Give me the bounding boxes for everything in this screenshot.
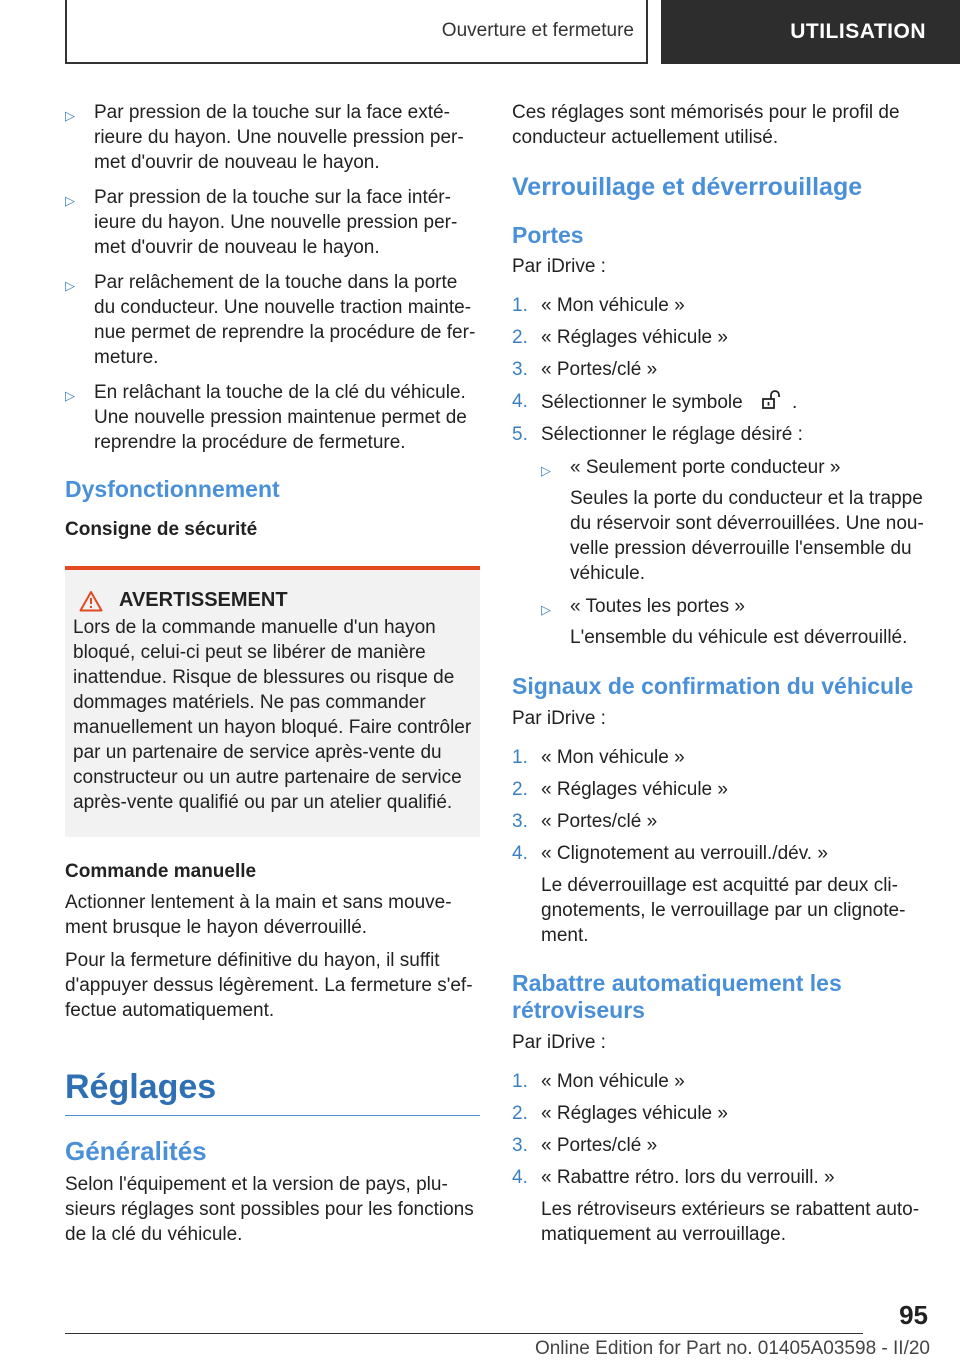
left-column bbox=[65, 100, 480, 1255]
footer-edition: Online Edition for Part no. 01405A03598 - II/20 bbox=[534, 1338, 930, 1359]
heading-portes: Portes bbox=[512, 222, 584, 248]
list-item: 2. « Réglages véhicule » bbox=[512, 779, 728, 800]
list-item: ▷ « Seulement porte conducteur » bbox=[541, 455, 930, 480]
list-item: 1. « Mon véhicule » bbox=[512, 295, 685, 316]
heading-dysfonctionnement: Dysfonctionnement bbox=[65, 476, 280, 502]
paragraph: L'ensemble du véhicule est déverrouillé. bbox=[570, 627, 908, 648]
warning-title: AVERTISSEMENT bbox=[73, 588, 472, 613]
footer-divider bbox=[65, 1333, 863, 1334]
list-item: ▷ Par pression de la touche sur la face intérieure du hayon. Une nouvelle pression permet d'ouvrir de nouveau le hayon. bbox=[65, 187, 458, 258]
heading-verrouillage: Verrouillage et déverrouillage bbox=[512, 173, 863, 201]
list-item: 5. Sélectionner le réglage désiré : bbox=[512, 424, 803, 445]
list-item: 2. « Réglages véhicule » bbox=[512, 327, 728, 348]
triangle-bullet-icon: ▷ bbox=[65, 388, 75, 403]
heading-reglages: Réglages bbox=[65, 1067, 480, 1116]
list-item: 1. « Mon véhicule » bbox=[512, 1071, 685, 1092]
list-item: 3. « Portes/clé » bbox=[512, 811, 658, 832]
triangle-bullet-icon: ▷ bbox=[65, 278, 75, 293]
list-item: ▷ Par relâchement de la touche dans la porte du conducteur. Une nouvelle traction maintenue permet de reprendre la procédure de fermeture. bbox=[65, 272, 476, 368]
triangle-bullet-icon: ▷ bbox=[65, 108, 75, 123]
header-section bbox=[65, 0, 648, 64]
heading-consigne: Consigne de sécurité bbox=[65, 519, 258, 540]
paragraph: Par iDrive : bbox=[512, 256, 606, 277]
heading-rabattre: Rabattre automatiquement les rétroviseurs bbox=[512, 970, 842, 1023]
paragraph: Par iDrive : bbox=[512, 1032, 606, 1053]
paragraph: Les rétroviseurs extérieurs se rabattent automatiquement au verrouillage. bbox=[541, 1199, 920, 1245]
paragraph: Selon l'équipement et la version de pays, plusieurs réglages sont possibles pour les fonctions de la clé du véhicule. bbox=[65, 1174, 474, 1245]
paragraph: Le déverrouillage est acquitté par deux clignotements, le verrouillage par un clignotement. bbox=[541, 875, 906, 946]
list-item: 2. « Réglages véhicule » bbox=[512, 1103, 728, 1124]
unlock-icon bbox=[758, 389, 784, 411]
triangle-bullet-icon: ▷ bbox=[541, 602, 551, 617]
page-number: 95 bbox=[899, 1300, 928, 1330]
list-item: 4. « Rabattre rétro. lors du verrouill. » bbox=[512, 1167, 835, 1188]
list-item: 3. « Portes/clé » bbox=[512, 1135, 658, 1156]
paragraph: Actionner lentement à la main et sans mouvement brusque le hayon déverrouillé. bbox=[65, 892, 452, 938]
heading-signaux: Signaux de confirmation du véhicule bbox=[512, 673, 914, 699]
triangle-bullet-icon: ▷ bbox=[541, 463, 551, 478]
list-item: ▷ « Toutes les portes » bbox=[541, 594, 930, 619]
paragraph: Pour la fermeture définitive du hayon, il suffit d'appuyer dessus légèrement. La fermeture s'effectue automatiquement. bbox=[65, 950, 473, 1021]
warning-text: Lors de la commande manuelle d'un hayon bloqué, celui-ci peut se libérer de manière inattendue. Risque de blessures ou risque de dommages matériels. Ne pas commander manuellement un hayon bloqué. Faire contrôler par un partenaire de service après-vente du constructeur ou un autre partenaire de service après-vente qualifié ou par un atelier qualifié. bbox=[73, 617, 472, 813]
list-item: 3. « Portes/clé » bbox=[512, 359, 658, 380]
paragraph: Par iDrive : bbox=[512, 708, 606, 729]
list-item: 4. Sélectionner le symbole . bbox=[512, 391, 798, 413]
list-item: 4. « Clignotement au verrouill./dév. » bbox=[512, 843, 828, 864]
header-chapter bbox=[661, 0, 960, 64]
triangle-bullet-icon: ▷ bbox=[65, 193, 75, 208]
list-item: 1. « Mon véhicule » bbox=[512, 747, 685, 768]
heading-commande-manuelle: Commande manuelle bbox=[65, 861, 257, 882]
list-item: ▷ En relâchant la touche de la clé du véhicule. Une nouvelle pression maintenue permet de reprendre la procédure de fermeture. bbox=[65, 382, 467, 453]
paragraph: Seules la porte du conducteur et la trappe du réservoir sont déverrouillées. Une nouvelle pression déverrouille l'ensemble du véhicule. bbox=[570, 488, 924, 584]
warning-triangle-icon bbox=[79, 590, 103, 612]
right-column bbox=[512, 100, 930, 1255]
warning-box bbox=[65, 566, 480, 837]
header-chapter-title: UTILISATION bbox=[790, 20, 926, 43]
paragraph: Ces réglages sont mémorisés pour le profil de conducteur actuellement utilisé. bbox=[512, 102, 900, 148]
list-item: ▷ Par pression de la touche sur la face extérieure du hayon. Une nouvelle pression permet d'ouvrir de nouveau le hayon. bbox=[65, 102, 464, 173]
heading-generalites: Généralités bbox=[65, 1136, 207, 1166]
header-section-title: Ouverture et fermeture bbox=[441, 20, 634, 41]
